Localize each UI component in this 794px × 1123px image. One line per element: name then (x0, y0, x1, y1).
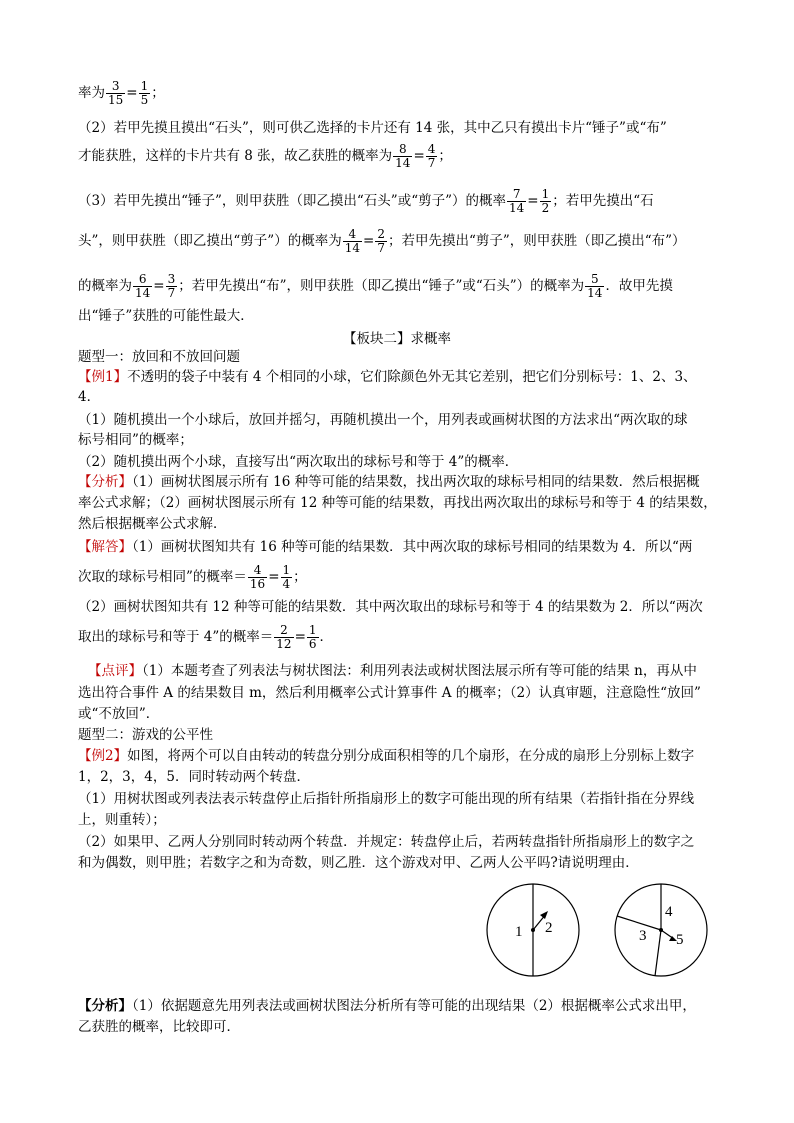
question-2: （2）随机摸出两个小球，直接写出“两次取出的球标号和等于 4”的概率． (78, 454, 519, 470)
denominator: 14 (135, 286, 151, 300)
text: 如图，将两个可以自由转动的转盘分别分成面积相等的几个扇形，在分成的扇形上分别标上数字 (127, 748, 695, 764)
comment-3: 或“不放回”． (78, 706, 160, 722)
text: ； (151, 85, 165, 101)
fraction-1-4 (281, 564, 293, 591)
type-one-heading: 题型一：放回和不放回问题 (78, 349, 240, 365)
equals: = (268, 569, 280, 585)
solution-2 (78, 564, 307, 591)
denominator: 14 (395, 156, 411, 170)
denominator: 14 (509, 201, 525, 215)
fraction-4-7 (426, 143, 438, 170)
analysis-ex2-1 (78, 996, 696, 1016)
numerator: 4 (343, 228, 362, 242)
analysis-1 (78, 472, 700, 492)
spinner-right-label-5: 5 (676, 932, 684, 948)
fraction-7-14 (507, 188, 526, 215)
text: 次取的球标号相同”的概率＝ (78, 569, 247, 585)
analysis-tag: 【分析】 (78, 998, 132, 1014)
text: 头”，则甲获胜（即乙摸出“剪子”）的概率为 (78, 233, 342, 249)
text: （1）画树状图知共有 16 种等可能的结果数．其中两次取的球标号相同的结果数为 4．所以“两 (132, 539, 693, 555)
text: ； (293, 569, 307, 585)
example-tag: 【例2】 (78, 748, 128, 764)
text: 的概率为 (78, 278, 132, 294)
text: ； (438, 148, 452, 164)
fraction-5-14 (585, 273, 604, 300)
numerator: 5 (585, 273, 604, 287)
denominator: 7 (427, 156, 436, 170)
fraction-2-12 (274, 624, 293, 651)
spinner-right (615, 884, 707, 976)
numerator: 4 (427, 142, 436, 156)
spinners-figure (0, 880, 794, 990)
fraction-2-7 (375, 228, 387, 255)
analysis-tag: 【分析】 (78, 474, 132, 490)
line-1 (78, 80, 165, 107)
numerator: 4 (248, 564, 267, 578)
text: ；若甲先摸出“石 (552, 193, 654, 209)
denominator: 5 (140, 93, 149, 107)
section-title: 【板块二】求概率 (343, 331, 451, 347)
text: （1）本题考查了列表法与树状图法：利用列表法或树状图法展示所有等可能的结果 n，再从中 (142, 663, 697, 679)
numerator: 7 (507, 188, 526, 202)
fraction-1-6 (307, 624, 319, 651)
equals: = (527, 193, 539, 209)
spinner-left-label-1: 1 (515, 924, 523, 940)
denominator: 2 (541, 201, 550, 215)
spinner-right-label-4: 4 (665, 904, 673, 920)
example-1 (78, 367, 697, 387)
example-2-cont: 1，2，3，4，5．同时转动两个转盘． (78, 769, 310, 785)
line-3 (78, 143, 452, 170)
numerator: 8 (393, 143, 412, 157)
text: ；若甲先摸出“布”，则甲获胜（即乙摸出“锤子”或“石头”）的概率为 (178, 278, 585, 294)
equals: = (153, 278, 165, 294)
equals: = (413, 148, 425, 164)
text: 率为 (78, 85, 105, 101)
fraction-8-14 (393, 143, 412, 170)
text: （1）画树状图展示所有 16 种等可能的结果数，找出两次取的球标号相同的结果数．然后根据概 (132, 474, 700, 490)
numerator: 1 (541, 187, 550, 201)
comment-tag: 【点评】 (88, 663, 142, 679)
numerator: 1 (308, 623, 317, 637)
fraction-1-5 (139, 80, 151, 107)
fraction-3-7 (166, 273, 178, 300)
solution-tag: 【解答】 (78, 539, 132, 555)
problem-1-cont: 上，则重转）； (78, 812, 166, 828)
solution-1 (78, 537, 692, 557)
numerator: 1 (140, 79, 149, 93)
numerator: 6 (133, 273, 152, 287)
spinner-left-label-2: 2 (545, 920, 553, 936)
problem-1: （1）用树状图或列表法表示转盘停止后指针所指扇形上的数字可能出现的所有结果（若指针指在分界线 (78, 791, 695, 807)
denominator: 15 (108, 93, 124, 107)
fraction-1-2 (540, 188, 552, 215)
comment-2: 选出符合事件 A 的结果数目 m，然后利用概率公式计算事件 A 的概率；（2）认真审题，注意隐性“放回” (78, 685, 701, 701)
analysis-2: 率公式求解；（2）画树状图展示所有 12 种等可能的结果数，再找出两次取出的球标号和等于 4 的结果数， (78, 495, 717, 511)
problem-2: （2）如果甲、乙两人分别同时转动两个转盘．并规定：转盘停止后，若两转盘指针所指扇形上的数字之 (78, 834, 695, 850)
analysis-ex2-2: 乙获胜的概率，比较即可． (78, 1019, 240, 1035)
line-7: 出“锤子”获胜的可能性最大． (78, 308, 254, 324)
spinner-left-arrowhead (540, 911, 548, 919)
problem-2-cont: 和为偶数，则甲胜；若数字之和为奇数，则乙胜．这个游戏对甲、乙两人公平吗?请说明理由． (78, 855, 639, 871)
text: ；若甲先摸出“剪子”，则甲获胜（即乙摸出“布”） (387, 233, 686, 249)
numerator: 2 (274, 624, 293, 638)
line-6 (78, 273, 673, 300)
text: （1）依据题意先用列表法或画树状图法分析所有等可能的出现结果（2）根据概率公式求出甲， (132, 998, 696, 1014)
fraction-3-15 (106, 80, 125, 107)
line-5 (78, 228, 686, 255)
text: 才能获胜，这样的卡片共有 8 张，故乙获胜的概率为 (78, 148, 393, 164)
denominator: 7 (167, 286, 176, 300)
equals: = (294, 629, 306, 645)
numerator: 3 (167, 272, 176, 286)
example-2 (78, 746, 694, 766)
question-1: （1）随机摸出一个小球后，放回并摇匀，再随机摸出一个，用列表或画树状图的方法求出“两次取的球 (78, 412, 688, 428)
type-two-heading: 题型二：游戏的公平性 (78, 727, 213, 743)
text: 不透明的袋子中装有 4 个相同的小球，它们除颜色外无其它差别，把它们分别标号：1、2、3、 (127, 369, 697, 385)
solution-4 (78, 624, 333, 651)
spinner-left (487, 884, 579, 976)
fraction-4-16 (248, 564, 267, 591)
denominator: 4 (282, 577, 291, 591)
denominator: 14 (344, 241, 360, 255)
denominator: 12 (276, 637, 292, 651)
line-4 (78, 188, 654, 215)
spinner-left-center (531, 928, 535, 932)
equals: = (363, 233, 375, 249)
spinner-right-divider-3 (655, 930, 661, 976)
numerator: 2 (377, 227, 385, 241)
denominator: 7 (377, 241, 385, 255)
denominator: 14 (587, 286, 603, 300)
denominator: 16 (249, 577, 266, 591)
spinner-right-center (659, 928, 663, 932)
text: ．故甲先摸 (605, 278, 673, 294)
fraction-6-14 (133, 273, 152, 300)
numerator: 1 (282, 563, 291, 577)
denominator: 6 (308, 637, 317, 651)
analysis-3: 然后根据概率公式求解． (78, 516, 227, 532)
line-2: （2）若甲先摸且摸出“石头”，则可供乙选择的卡片还有 14 张，其中乙只有摸出卡片“锤子”或“布” (78, 120, 667, 136)
text: ． (319, 629, 334, 645)
text: （3）若甲先摸出“锤子”，则甲获胜（即乙摸出“石头”或“剪子”）的概率 (78, 193, 506, 209)
example-tag: 【例1】 (78, 369, 128, 385)
text: 取出的球标号和等于 4”的概率＝ (78, 629, 274, 645)
solution-3: （2）画树状图知共有 12 种等可能的结果数．其中两次取出的球标号和等于 4 的结果数为 2．所以“两次 (78, 599, 703, 615)
comment-1 (88, 661, 697, 681)
equals: = (126, 85, 138, 101)
fraction-4-14 (343, 228, 362, 255)
spinner-right-label-3: 3 (639, 928, 647, 944)
numerator: 3 (106, 80, 125, 94)
question-1-cont: 标号相同”的概率； (78, 432, 193, 448)
example-1-cont: 4． (78, 389, 101, 405)
